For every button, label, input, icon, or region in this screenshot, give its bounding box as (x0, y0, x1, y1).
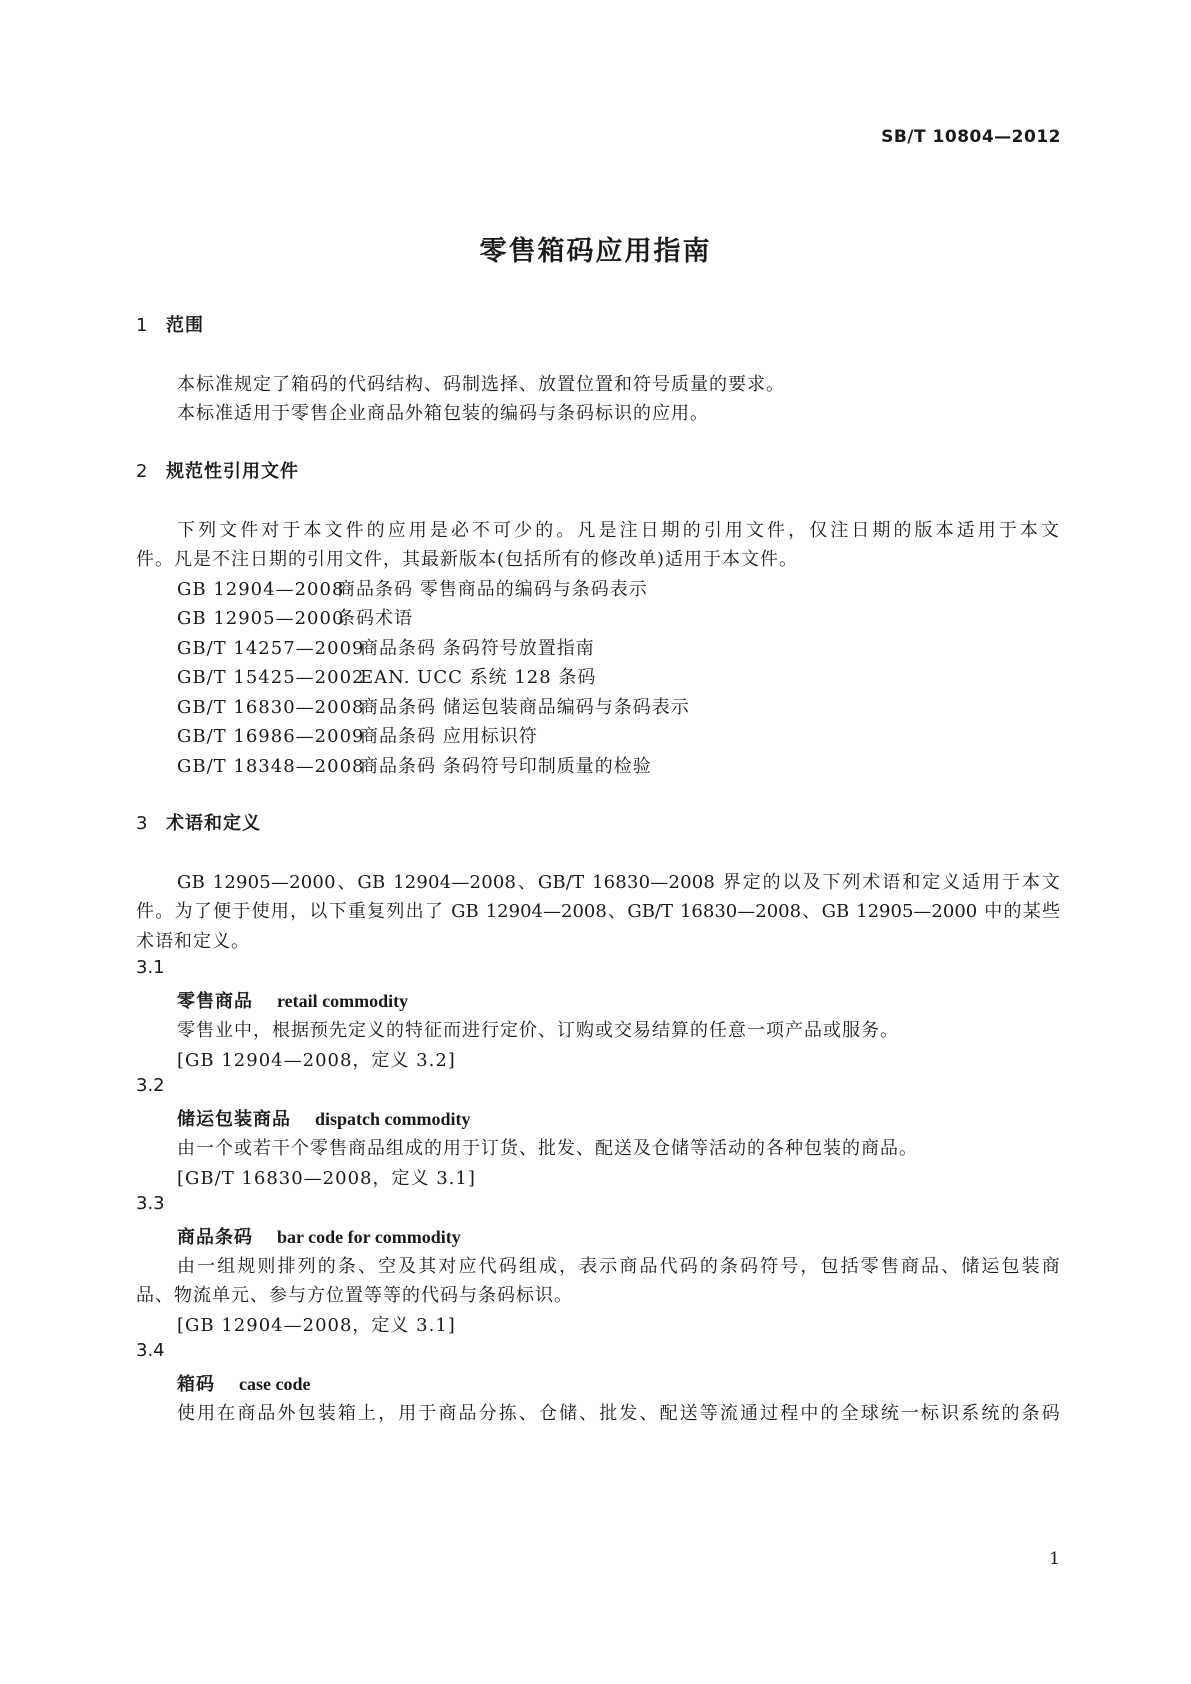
term-source: [GB 12904—2008，定义 3.1] (177, 1315, 456, 1336)
reference-code: GB/T 14257—2009 (177, 638, 365, 659)
term-heading (177, 1105, 471, 1131)
term-number: 3.2 (136, 1075, 165, 1096)
references-intro-line-1: 下列文件对于本文件的应用是必不可少的。凡是注日期的引用文件，仅注日期的版本适用于本文 (177, 520, 1060, 541)
scope-paragraph-2: 本标准适用于零售企业商品外箱包装的编码与条码标识的应用。 (177, 403, 709, 424)
reference-item (177, 693, 690, 719)
reference-item (177, 575, 648, 601)
term-definition-line-2: 品、物流单元、参与方位置等等的代码与条码标识。 (136, 1285, 573, 1306)
reference-title: 商品条码 条码符号印制质量的检验 (360, 756, 652, 777)
term-heading (177, 1370, 310, 1396)
reference-code: GB 12905—2000 (177, 608, 345, 629)
terms-intro-line-2: 件。为了便于使用，以下重复列出了 GB 12904—2008、GB/T 16830—2008、GB 12905—2000 中的某些 (136, 901, 1060, 922)
references-intro-line-2: 件。凡是不注日期的引用文件，其最新版本(包括所有的修改单)适用于本文件。 (136, 549, 799, 570)
term-en: bar code for commodity (277, 1227, 461, 1247)
term-heading (177, 1223, 461, 1249)
section-title: 范围 (166, 315, 204, 336)
term-source: [GB/T 16830—2008，定义 3.1] (177, 1168, 476, 1189)
section-title: 术语和定义 (166, 813, 261, 834)
term-en: retail commodity (277, 991, 409, 1011)
reference-item (177, 663, 596, 689)
reference-title: 商品条码 储运包装商品编码与条码表示 (360, 697, 690, 718)
section-number: 3 (136, 813, 149, 834)
reference-title: 商品条码 零售商品的编码与条码表示 (337, 579, 648, 600)
reference-title: 商品条码 应用标识符 (360, 726, 538, 747)
reference-item (177, 634, 595, 660)
term-number: 3.3 (136, 1193, 165, 1214)
reference-code: GB/T 18348—2008 (177, 756, 365, 777)
term-zh: 储运包装商品 (177, 1109, 291, 1130)
reference-item (177, 752, 652, 778)
section-number: 2 (136, 461, 149, 482)
term-number: 3.1 (136, 957, 165, 978)
reference-item (177, 604, 413, 630)
section-title: 规范性引用文件 (166, 461, 299, 482)
reference-code: GB/T 15425—2002 (177, 667, 365, 688)
term-number: 3.4 (136, 1340, 165, 1361)
page-title: 零售箱码应用指南 (479, 236, 712, 267)
term-zh: 零售商品 (177, 991, 253, 1012)
reference-title: 商品条码 条码符号放置指南 (360, 638, 595, 659)
term-definition: 零售业中，根据预先定义的特征而进行定价、订购或交易结算的任意一项产品或服务。 (177, 1020, 899, 1041)
reference-title: EAN. UCC 系统 128 条码 (360, 667, 597, 688)
reference-item (177, 722, 538, 748)
term-zh: 箱码 (177, 1374, 215, 1395)
section-heading-2 (136, 457, 299, 483)
term-source: [GB 12904—2008，定义 3.2] (177, 1050, 456, 1071)
term-definition-line-1: 由一组规则排列的条、空及其对应代码组成，表示商品代码的条码符号，包括零售商品、储运包装商 (177, 1256, 1060, 1277)
term-en: dispatch commodity (315, 1109, 471, 1129)
scope-paragraph-1: 本标准规定了箱码的代码结构、码制选择、放置位置和符号质量的要求。 (177, 374, 785, 395)
terms-intro-line-3: 术语和定义。 (136, 931, 250, 952)
term-zh: 商品条码 (177, 1227, 253, 1248)
term-definition: 使用在商品外包装箱上，用于商品分拣、仓储、批发、配送等流通过程中的全球统一标识系统的条码 (177, 1403, 1060, 1424)
page-number: 1 (1049, 1549, 1060, 1569)
term-definition: 由一个或若干个零售商品组成的用于订货、批发、配送及仓储等活动的各种包装的商品。 (177, 1138, 918, 1159)
term-en: case code (239, 1374, 311, 1394)
section-heading-3 (136, 809, 261, 835)
reference-code: GB/T 16830—2008 (177, 697, 365, 718)
terms-intro-line-1: GB 12905—2000、GB 12904—2008、GB/T 16830—2008 界定的以及下列术语和定义适用于本文 (177, 872, 1060, 893)
section-heading-1 (136, 311, 204, 337)
section-number: 1 (136, 315, 149, 336)
term-heading (177, 987, 408, 1013)
reference-title: 条码术语 (337, 608, 413, 629)
standard-number: SB/T 10804—2012 (881, 127, 1061, 147)
reference-code: GB 12904—2008 (177, 579, 345, 600)
reference-code: GB/T 16986—2009 (177, 726, 365, 747)
